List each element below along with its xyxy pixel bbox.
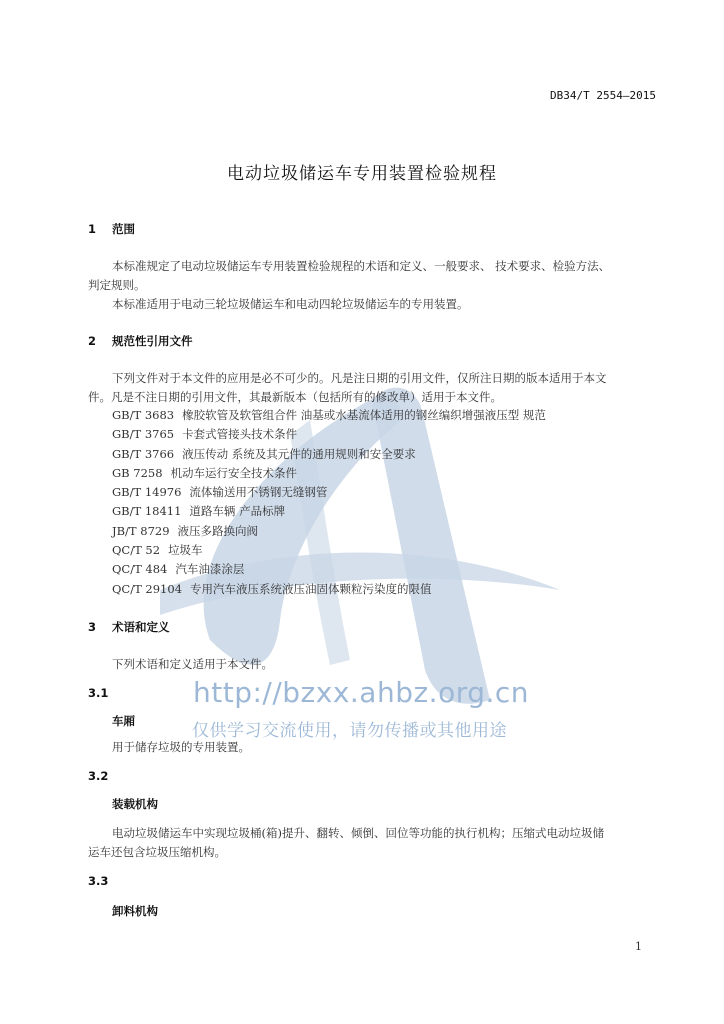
- paragraph-line: 下列术语和定义适用于本文件。: [112, 657, 273, 671]
- section-number: 3: [88, 620, 97, 634]
- reference-name: 卡套式管接头技术条件: [182, 427, 298, 442]
- reference-item: [112, 580, 546, 599]
- document-title: 电动垃圾储运车专用装置检验规程: [227, 164, 497, 184]
- reference-name: 橡胶软管及软管组合件 油基或水基流体适用的钢丝编织增强液压型 规范: [182, 408, 546, 422]
- reference-code: QC/T 484: [112, 562, 168, 577]
- paragraph-line: 运车还包含垃圾压缩机构。: [88, 845, 226, 859]
- term-3-1-definition: [88, 738, 658, 757]
- term-3-2-number: 3.2: [88, 769, 109, 783]
- section-1-paragraph-2: [88, 295, 658, 314]
- reference-name: 垃圾车: [168, 543, 203, 558]
- reference-name: 液压传动 系统及其元件的通用规则和安全要求: [182, 446, 416, 461]
- section-2-intro: [88, 369, 658, 407]
- reference-code: GB/T 3683: [112, 408, 175, 422]
- paragraph-line: 件。凡是不注日期的引用文件，其最新版本（包括所有的修改单）适用于本文件。: [88, 390, 502, 404]
- watermark-note: 仅供学习交流使用，请勿传播或其他用途: [192, 721, 507, 741]
- reference-item: [112, 445, 546, 464]
- reference-code: GB 7258: [112, 465, 163, 480]
- document-number: DB34/T 2554—2015: [550, 89, 656, 102]
- section-number: 1: [88, 222, 97, 236]
- term-3-1-number: 3.1: [88, 686, 109, 700]
- section-3-intro: [88, 655, 658, 674]
- reference-code: JB/T 8729: [112, 523, 170, 538]
- reference-code: GB/T 3766: [112, 446, 175, 461]
- reference-code: QC/T 29104: [112, 581, 183, 596]
- reference-item: [112, 425, 546, 444]
- reference-name: 专用汽车液压系统液压油固体颗粒污染度的限值: [190, 581, 432, 596]
- paragraph-line: 下列文件对于本文件的应用是必不可少的。凡是注日期的引用文件，仅所注日期的版本适用于本文: [112, 371, 607, 385]
- term-3-3-title: 卸料机构: [112, 904, 158, 918]
- section-3-heading: [88, 619, 170, 635]
- section-2-heading: [88, 333, 193, 349]
- reference-name: 流体输送用不锈钢无缝钢管: [189, 485, 328, 500]
- paragraph-line: 本标准适用于电动三轮垃圾储运车和电动四轮垃圾储运车的专用装置。: [112, 297, 469, 311]
- reference-item: [112, 406, 546, 425]
- reference-code: GB/T 3765: [112, 427, 175, 442]
- reference-item: [112, 502, 546, 521]
- paragraph-line: 判定规则。: [88, 278, 146, 292]
- reference-code: GB/T 14976: [112, 485, 182, 500]
- paragraph-line: 电动垃圾储运车中实现垃圾桶(箱)提升、翻转、倾倒、回位等功能的执行机构；压缩式电动垃圾储: [112, 826, 604, 840]
- section-title: 规范性引用文件: [112, 334, 193, 348]
- section-1-heading: [88, 221, 135, 237]
- term-3-1-title: 车厢: [112, 714, 135, 728]
- term-3-2-title: 装载机构: [112, 797, 158, 811]
- reference-item: [112, 522, 546, 541]
- reference-name: 机动车运行安全技术条件: [170, 465, 298, 480]
- section-title: 术语和定义: [112, 620, 170, 634]
- reference-item: [112, 483, 546, 502]
- section-title: 范围: [112, 222, 136, 236]
- paragraph-line: 用于储存垃圾的专用装置。: [112, 740, 250, 754]
- reference-code: GB/T 18411: [112, 504, 182, 519]
- reference-name: 液压多路换向阀: [177, 523, 259, 538]
- section-1-paragraph-1: [88, 257, 658, 295]
- paragraph-line: 本标准规定了电动垃圾储运车专用装置检验规程的术语和定义、一般要求、 技术要求、检验方法、: [112, 259, 611, 273]
- reference-item: [112, 464, 546, 483]
- reference-item: [112, 541, 546, 560]
- page-number: 1: [635, 940, 642, 953]
- watermark-url: http://bzxx.ahbz.org.cn: [193, 676, 530, 709]
- term-3-3-number: 3.3: [88, 874, 109, 888]
- term-3-2-definition: [88, 824, 658, 862]
- reference-item: [112, 560, 546, 579]
- reference-name: 道路车辆 产品标牌: [189, 504, 286, 519]
- reference-name: 汽车油漆涂层: [175, 562, 245, 577]
- reference-list: [112, 406, 546, 599]
- reference-code: QC/T 52: [112, 543, 161, 558]
- section-number: 2: [88, 334, 97, 348]
